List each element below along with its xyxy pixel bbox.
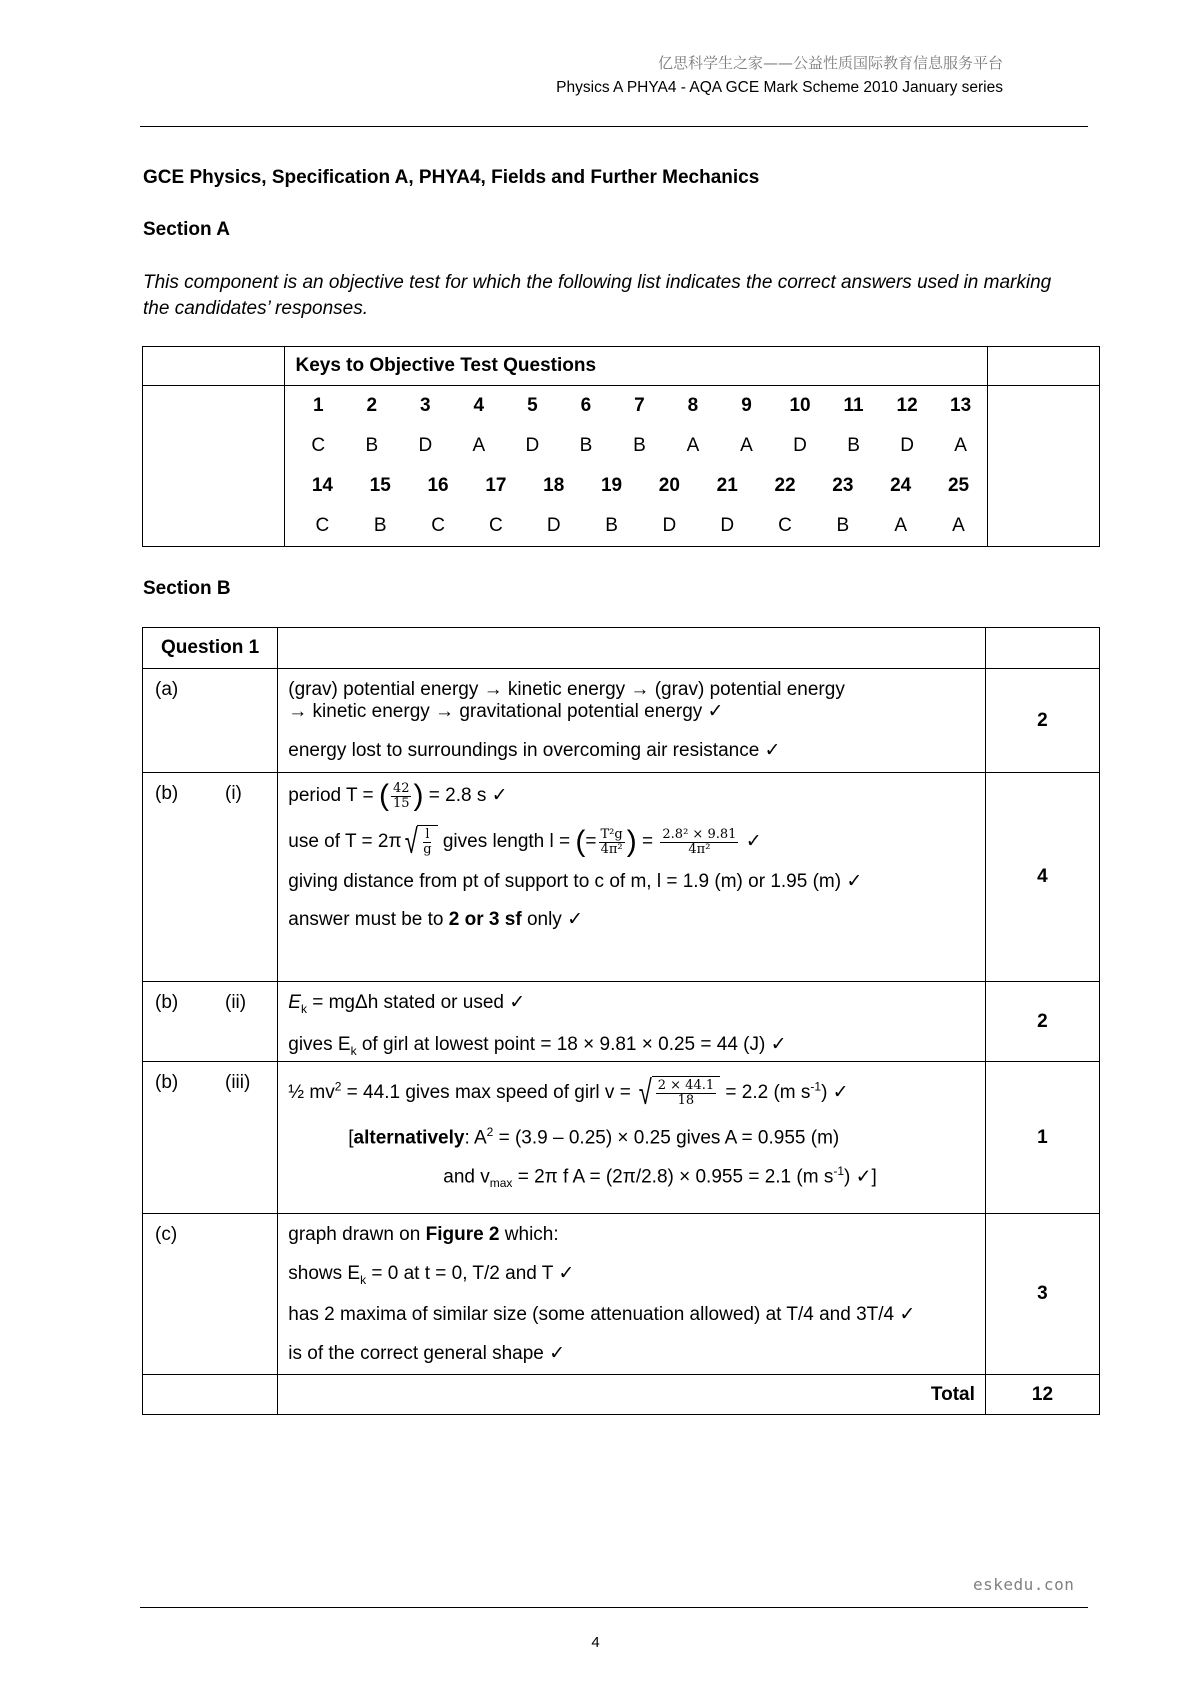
key-answer: B [365, 435, 379, 456]
key-number: 9 [741, 395, 752, 416]
key-answer: A [472, 435, 486, 456]
key-number: 17 [485, 475, 507, 496]
keys-row-answers-2 [291, 506, 987, 546]
key-number: 21 [716, 475, 738, 496]
key-answer: A [686, 435, 700, 456]
part-marks: 4 [985, 773, 1099, 982]
keys-row-answers-1 [291, 426, 987, 466]
key-answer: A [952, 515, 965, 536]
part-answer: (grav) potential energy → kinetic energy → (grav) potential energy → kinetic energy → gravitational potential energy ✓ energy lost to surroundings in overcoming air resistance ✓ [278, 669, 986, 773]
key-number: 16 [427, 475, 449, 496]
key-number: 22 [774, 475, 796, 496]
key-answer: C [315, 515, 330, 536]
key-number: 15 [369, 475, 391, 496]
part-marks: 3 [985, 1214, 1099, 1375]
key-number: 2 [366, 395, 378, 416]
key-number: 6 [580, 395, 592, 416]
total-label: Total [278, 1375, 986, 1415]
part-row [143, 982, 1100, 1062]
keys-empty-cell [988, 386, 1100, 547]
key-answer: D [546, 515, 561, 536]
key-answer: D [720, 515, 735, 536]
header-running-title: Physics A PHYA4 - AQA GCE Mark Scheme 2010 January series [556, 79, 1003, 96]
part-row [143, 669, 1100, 773]
key-answer: C [431, 515, 445, 536]
keys-title: Keys to Objective Test Questions [285, 347, 988, 386]
key-answer: C [489, 515, 503, 536]
keys-body [285, 386, 988, 547]
part-label: (c) [143, 1214, 278, 1375]
key-answer: D [793, 435, 807, 456]
key-answer: D [662, 515, 677, 536]
header-rule [140, 126, 1088, 127]
section-a-intro: This component is an objective test for which the following list indicates the correct answers used in marking the candidates’ responses. [143, 272, 1052, 319]
part-row [143, 773, 1100, 982]
part-marks: 2 [985, 982, 1099, 1062]
keys-row-numbers-2 [291, 466, 987, 506]
section-b-heading: Section B [143, 578, 231, 599]
key-answer: D [900, 435, 914, 456]
part-label: (b) (iii) [143, 1062, 278, 1214]
mark-scheme-table [142, 627, 1100, 1415]
part-marks: 2 [985, 669, 1099, 773]
period-fraction: $\frac{42}{15}$ [392, 780, 410, 811]
key-number: 20 [658, 475, 680, 496]
key-number: 18 [543, 475, 565, 496]
part-row [143, 1214, 1100, 1375]
part-label: (b) (i) [143, 773, 278, 982]
key-answer: A [954, 435, 967, 456]
part-marks: 1 [985, 1062, 1099, 1214]
key-answer: B [836, 515, 850, 536]
key-number: 10 [789, 395, 811, 416]
keys-empty-cell [988, 347, 1100, 386]
key-number: 14 [311, 475, 333, 496]
root-symbol: √ $\frac{2 \times 44.1}{18}$ [636, 1076, 720, 1110]
key-answer: A [740, 435, 753, 456]
length-symbolic-fraction: $\frac{\text{T²g}}{\text{4π²}}$ [600, 826, 623, 857]
total-row [143, 1375, 1100, 1415]
keys-row-numbers-1 [291, 386, 987, 426]
key-answer: B [605, 515, 618, 536]
part-answer: graph drawn on Figure 2 which: shows $E_k = 0$ at t = 0, T/2 and T ✓ has 2 maxima of similar size (some attenuation allowed) at T/4 and 3T/4 ✓ is of the correct general shape ✓ [278, 1214, 986, 1375]
objective-keys-table [142, 346, 1100, 547]
key-number: 11 [843, 395, 864, 416]
keys-empty-cell [143, 347, 285, 386]
key-number: 23 [832, 475, 854, 496]
key-number: 12 [896, 395, 918, 416]
key-number: 24 [890, 475, 912, 496]
header-chinese-line: 亿思科学生之家——公益性质国际教育信息服务平台 [657, 54, 1003, 72]
page-number: 4 [591, 1634, 600, 1651]
part-label: (a) [143, 669, 278, 773]
key-number: 4 [473, 395, 485, 416]
part-answer: ½ $mv^2 = 44.1$ gives max speed of girl v = √ $\frac{2 \times 44.1}{18}$ = 2.2 (m $s^{-1}$) ✓ [alternatively: $A^2 = (3.9 - 0.25) \times 0.25$ gives A = 0.955 (m) and $v_{max} = 2\pi$ f A = (2π/2.8) × 0.955 = 2.1 (m $s^{-1}$) ✓] [278, 1062, 986, 1214]
key-number: 19 [600, 475, 623, 496]
empty-cell [278, 628, 986, 669]
key-number: 3 [420, 395, 431, 416]
key-number: 1 [312, 395, 324, 416]
key-number: 25 [947, 475, 970, 496]
question-label: Question 1 [143, 628, 278, 669]
empty-cell [985, 628, 1099, 669]
empty-cell [143, 1375, 278, 1415]
key-answer: B [579, 435, 593, 456]
key-answer: D [525, 435, 540, 456]
part-row [143, 1062, 1100, 1214]
document-title: GCE Physics, Specification A, PHYA4, Fields and Further Mechanics [143, 167, 760, 188]
part-answer: period T = ( $\frac{42}{15}$ ) = 2.8 s ✓ use of T = 2π √ $\frac{l}{g}$ gives length l = (= $\frac{\text{T²g}}{\text{4π²}}$ ) = $\frac{\text{2.8² × 9.81}}{\text{4π²}}$ ✓ giving distance from pt of support to c of m, l = 1.9 (m) or 1.95 (m) ✓ answer must be to 2 or 3 sf only ✓ [278, 773, 986, 982]
key-number: 8 [687, 395, 699, 416]
key-number: 5 [527, 395, 538, 416]
part-answer: $E_k = mg\Delta h$ stated or used ✓ gives $E_k$ of girl at lowest point = 18 × 9.81 × 0.25 = 44 (J) ✓ [278, 982, 986, 1062]
key-number: 13 [950, 395, 972, 416]
key-answer: A [894, 515, 908, 536]
footer-watermark: eskedu.con [973, 1575, 1075, 1594]
root-symbol: √ $\frac{l}{g}$ [402, 825, 438, 859]
key-answer: C [311, 435, 326, 456]
total-marks: 12 [985, 1375, 1099, 1415]
key-answer: C [778, 515, 792, 536]
section-a-heading: Section A [143, 219, 230, 240]
key-answer: B [373, 515, 387, 536]
key-number: 7 [634, 395, 645, 416]
part-label: (b) (ii) [143, 982, 278, 1062]
key-answer: B [847, 435, 860, 456]
length-numeric-fraction: $\frac{\text{2.8² × 9.81}}{\text{4π²}}$ [662, 826, 737, 857]
key-answer: D [418, 435, 433, 456]
key-answer: B [633, 435, 646, 456]
keys-empty-cell [143, 386, 285, 547]
footer-rule [140, 1607, 1088, 1608]
